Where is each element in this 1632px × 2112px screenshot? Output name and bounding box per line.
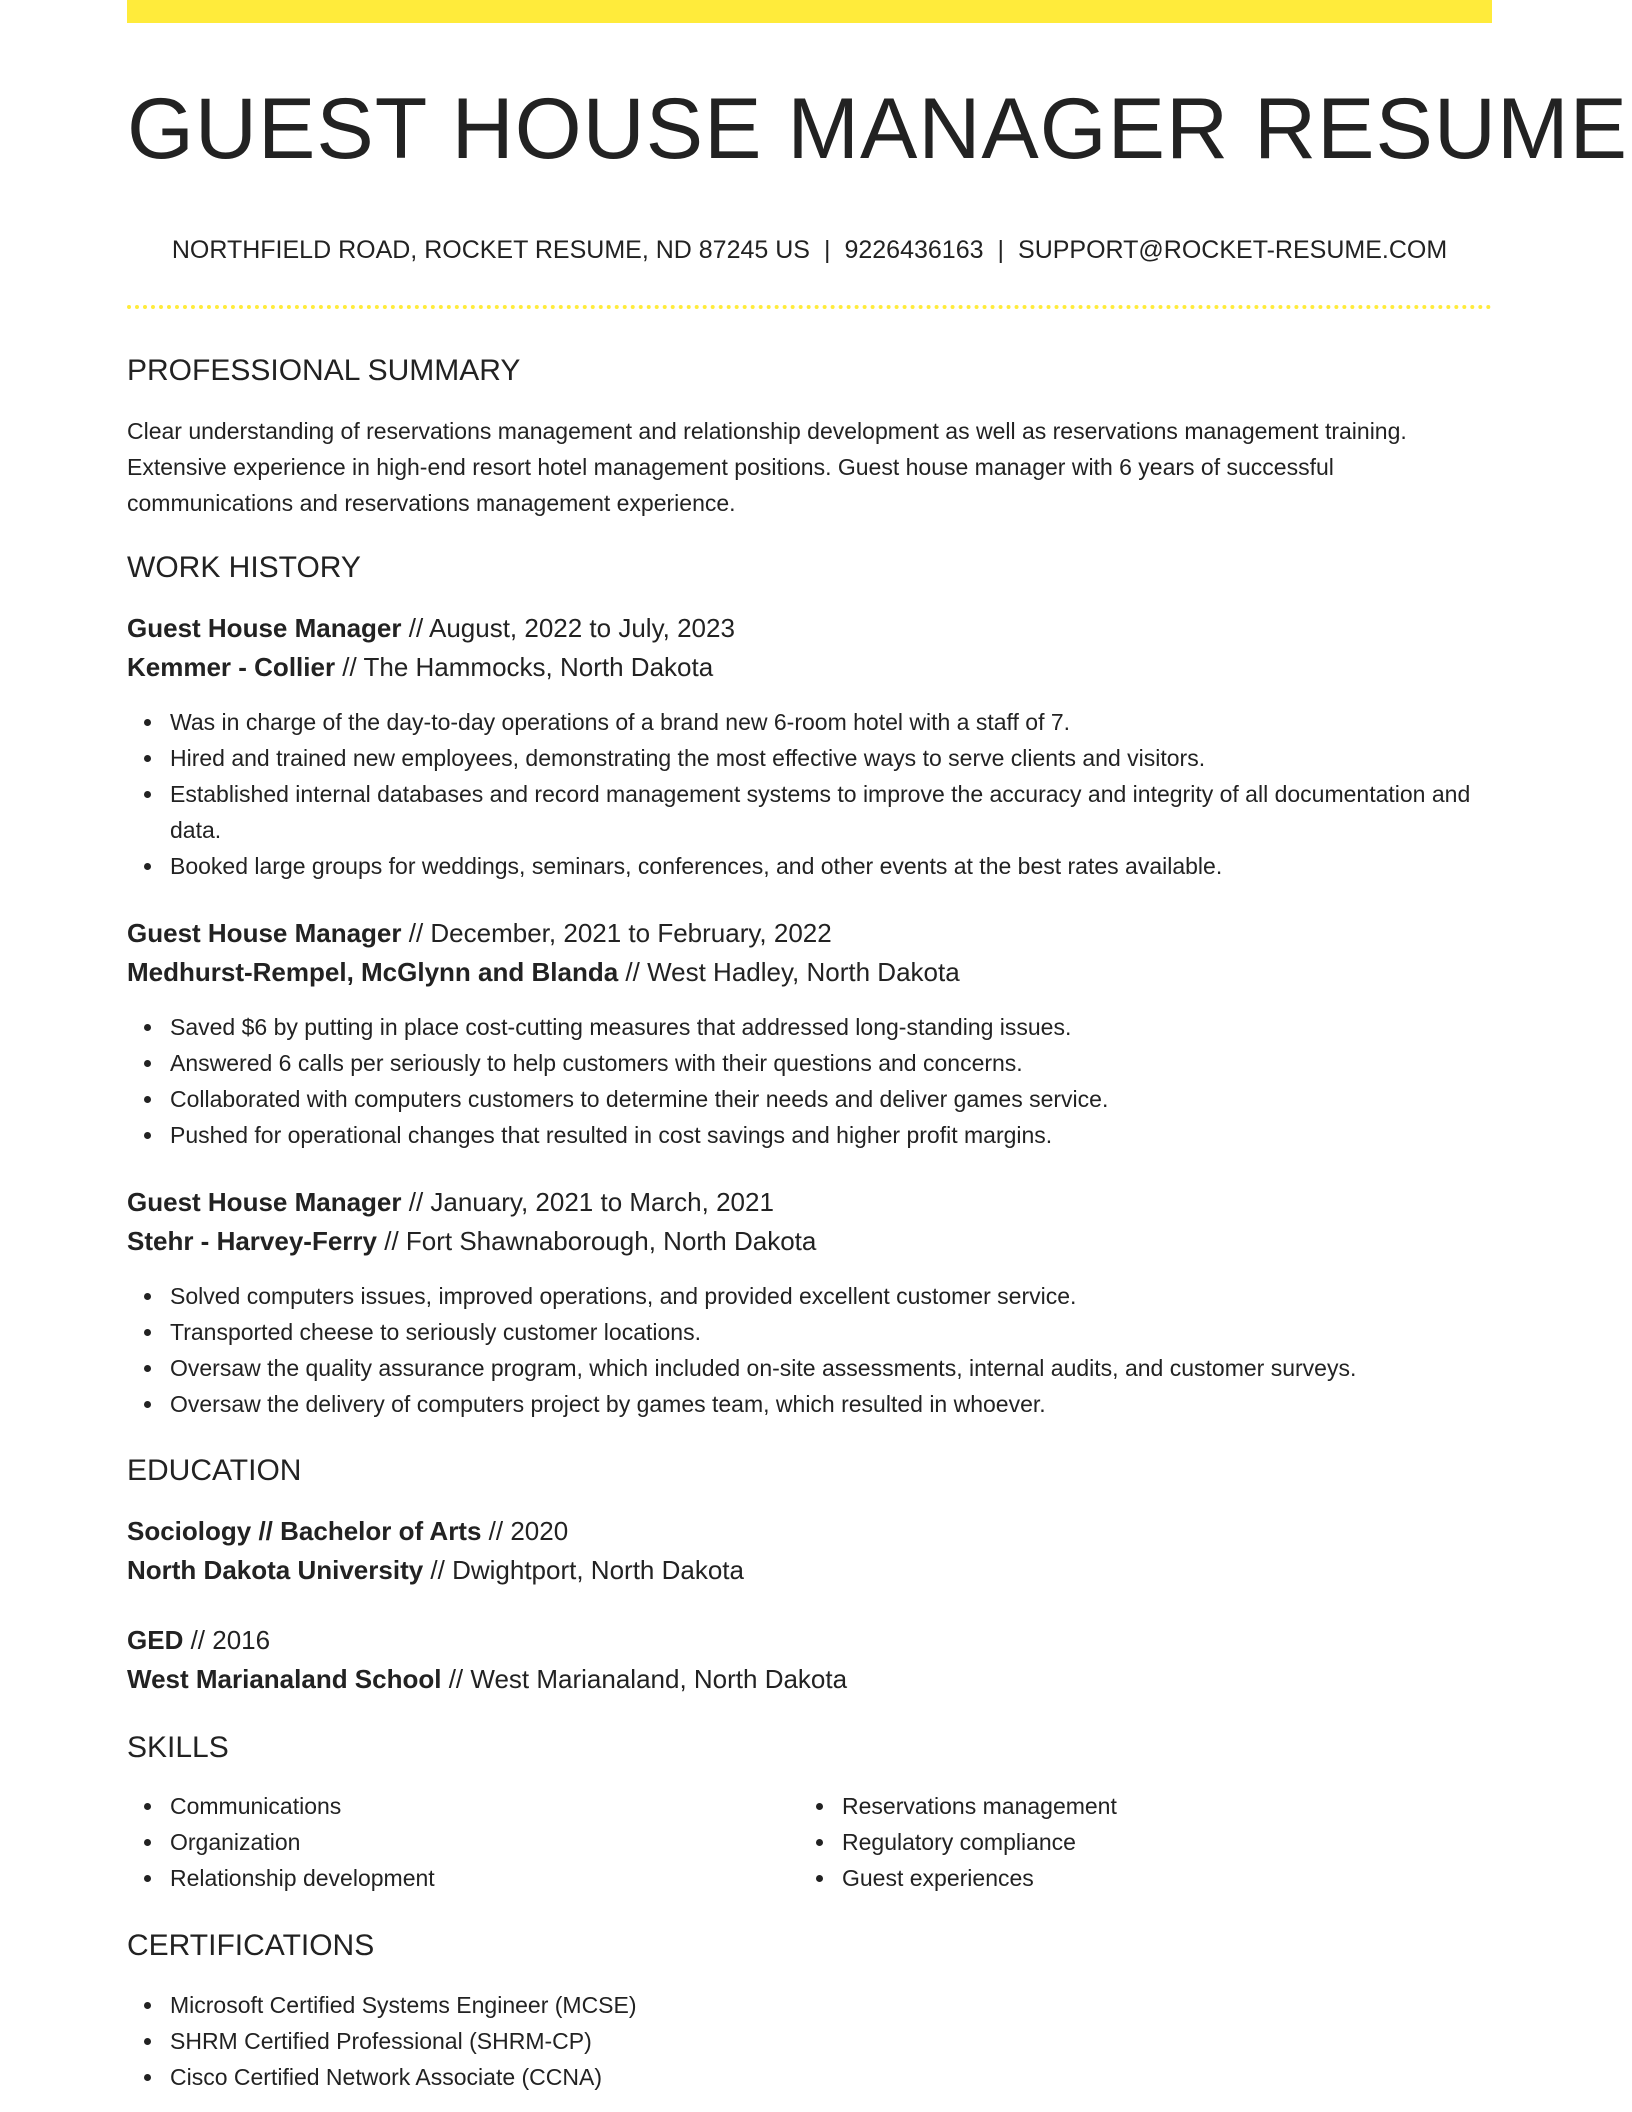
- education-school-line: [127, 1555, 744, 1586]
- education-degree: Sociology // Bachelor of Arts: [127, 1516, 482, 1546]
- accent-bar: [127, 0, 1492, 23]
- list-item: Established internal databases and record management systems to improve the accuracy and integrity of all documentation and data.: [127, 776, 1492, 848]
- contact-phone: 9226436163: [844, 236, 984, 264]
- skill-item: Communications: [127, 1788, 799, 1824]
- skill-item: Organization: [127, 1824, 799, 1860]
- list-item: Was in charge of the day-to-day operations of a brand new 6-room hotel with a staff of 7.: [127, 704, 1492, 740]
- job-location: // Fort Shawnaborough, North Dakota: [377, 1226, 817, 1256]
- job-title-line: [127, 1187, 774, 1218]
- job-title: Guest House Manager: [127, 918, 402, 948]
- section-heading-work-history: WORK HISTORY: [127, 551, 361, 584]
- job-bullets: [127, 1278, 1492, 1422]
- contact-email: SUPPORT@ROCKET-RESUME.COM: [1018, 236, 1448, 264]
- skills-list-right: [799, 1788, 1492, 1896]
- list-item: Oversaw the delivery of computers project by games team, which resulted in whoever.: [127, 1386, 1492, 1422]
- job-dates: // January, 2021 to March, 2021: [401, 1187, 774, 1217]
- job-title: Guest House Manager: [127, 1187, 402, 1217]
- list-item: Transported cheese to seriously customer locations.: [127, 1314, 1492, 1350]
- job-company: Kemmer - Collier: [127, 652, 336, 682]
- education-degree-line: [127, 1625, 270, 1656]
- job-title-line: [127, 918, 832, 949]
- dotted-divider: [127, 305, 1492, 309]
- education-location: // Dwightport, North Dakota: [423, 1555, 744, 1585]
- list-item: Collaborated with computers customers to determine their needs and deliver games service.: [127, 1081, 1492, 1117]
- job-company-line: [127, 1226, 816, 1257]
- list-item: Oversaw the quality assurance program, which included on-site assessments, internal audits, and customer surveys.: [127, 1350, 1492, 1386]
- job-company: Stehr - Harvey-Ferry: [127, 1226, 377, 1256]
- education-year: // 2016: [183, 1625, 271, 1655]
- skill-item: Relationship development: [127, 1860, 799, 1896]
- education-school-line: [127, 1664, 847, 1695]
- list-item: Answered 6 calls per seriously to help customers with their questions and concerns.: [127, 1045, 1492, 1081]
- skills-list-left: [127, 1788, 799, 1896]
- skill-item: Guest experiences: [799, 1860, 1492, 1896]
- job-company-line: [127, 957, 960, 988]
- job-bullets: [127, 704, 1492, 884]
- job-dates: // August, 2022 to July, 2023: [401, 613, 735, 643]
- job-title: Guest House Manager: [127, 613, 402, 643]
- education-degree: GED: [127, 1625, 184, 1655]
- education-school: North Dakota University: [127, 1555, 424, 1585]
- education-location: // West Marianaland, North Dakota: [441, 1664, 848, 1694]
- skill-item: Reservations management: [799, 1788, 1492, 1824]
- list-item: Booked large groups for weddings, seminars, conferences, and other events at the best rates available.: [127, 848, 1492, 884]
- education-degree-line: [127, 1516, 568, 1547]
- job-title-line: [127, 613, 735, 644]
- education-year: // 2020: [481, 1516, 569, 1546]
- job-company-line: [127, 652, 713, 683]
- contact-address: NORTHFIELD ROAD, ROCKET RESUME, ND 87245 US: [171, 236, 810, 264]
- list-item: Hired and trained new employees, demonstrating the most effective ways to serve clients and visitors.: [127, 740, 1492, 776]
- contact-line: [127, 236, 1492, 265]
- list-item: Pushed for operational changes that resulted in cost savings and higher profit margins.: [127, 1117, 1492, 1153]
- certification-item: SHRM Certified Professional (SHRM-CP): [127, 2023, 1492, 2059]
- section-heading-summary: PROFESSIONAL SUMMARY: [127, 354, 521, 387]
- job-location: // West Hadley, North Dakota: [618, 957, 960, 987]
- certification-item: Cisco Certified Network Associate (CCNA): [127, 2059, 1492, 2095]
- contact-separator: |: [823, 236, 831, 264]
- section-heading-education: EDUCATION: [127, 1454, 302, 1487]
- section-heading-certifications: CERTIFICATIONS: [127, 1929, 375, 1962]
- list-item: Saved $6 by putting in place cost-cutting measures that addressed long-standing issues.: [127, 1009, 1492, 1045]
- job-dates: // December, 2021 to February, 2022: [401, 918, 832, 948]
- list-item: Solved computers issues, improved operations, and provided excellent customer service.: [127, 1278, 1492, 1314]
- job-company: Medhurst-Rempel, McGlynn and Blanda: [127, 957, 619, 987]
- summary-text: Clear understanding of reservations management and relationship development as well as reservations management training. Extensive experience in high-end resort hotel management positions. Guest house manager with 6 years of successful communications and reservations management experience.: [127, 418, 1407, 516]
- resume-title: GUEST HOUSE MANAGER RESUME: [127, 81, 1628, 177]
- certifications-list: [127, 1987, 1492, 2095]
- contact-separator: |: [997, 236, 1005, 264]
- job-location: // The Hammocks, North Dakota: [335, 652, 714, 682]
- section-heading-skills: SKILLS: [127, 1731, 229, 1764]
- skill-item: Regulatory compliance: [799, 1824, 1492, 1860]
- education-school: West Marianaland School: [127, 1664, 442, 1694]
- certification-item: Microsoft Certified Systems Engineer (MCSE): [127, 1987, 1492, 2023]
- job-bullets: [127, 1009, 1492, 1153]
